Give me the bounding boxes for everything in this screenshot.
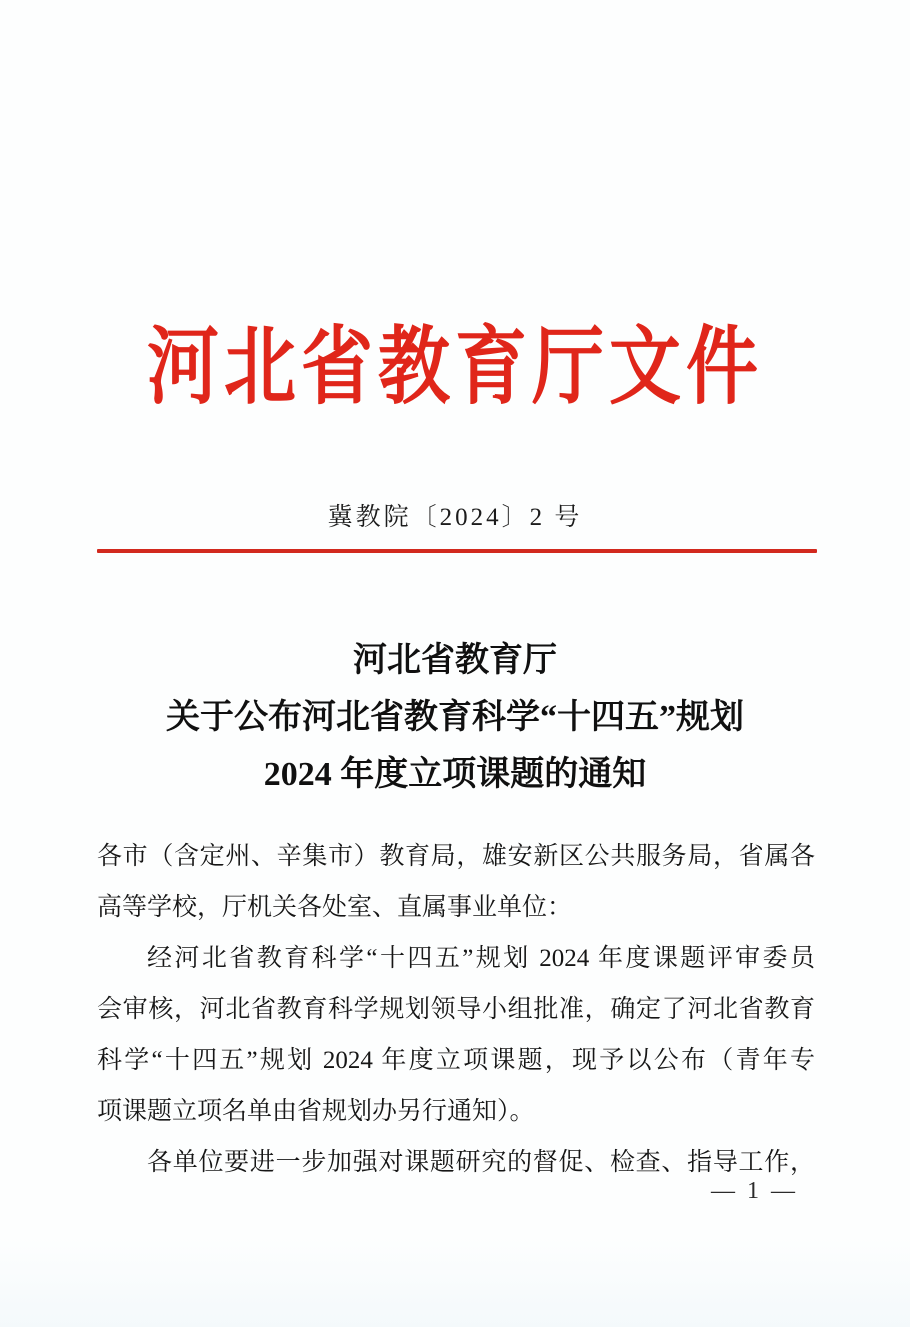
red-separator-line bbox=[97, 549, 817, 553]
body-line: 经河北省教育科学“十四五”规划 2024 年度课题评审委员 bbox=[147, 945, 815, 972]
body-text-block bbox=[97, 831, 815, 1188]
notice-title-line-1: 河北省教育厅 bbox=[353, 642, 557, 679]
page-number: — 1 — bbox=[711, 1178, 798, 1204]
body-line: 项课题立项名单由省规划办另行通知）。 bbox=[97, 1098, 535, 1125]
notice-title-line-2: 关于公布河北省教育科学“十四五”规划 bbox=[166, 699, 744, 736]
notice-title-line-3: 2024 年度立项课题的通知 bbox=[263, 756, 647, 793]
body-line: 各市（含定州、辛集市）教育局，雄安新区公共服务局，省属各 bbox=[97, 843, 815, 870]
body-line: 科学“十四五”规划 2024 年度立项课题，现予以公布（青年专 bbox=[97, 1047, 815, 1074]
notice-title-block bbox=[0, 632, 910, 803]
agency-masthead-title: 河北省教育厅文件 bbox=[146, 320, 763, 415]
document-reference-number: 冀教院〔2024〕2 号 bbox=[327, 504, 583, 531]
body-line: 高等学校，厅机关各处室、直属事业单位： bbox=[97, 894, 573, 921]
body-line: 会审核，河北省教育科学规划领导小组批准，确定了河北省教育 bbox=[97, 996, 815, 1023]
body-line: 各单位要进一步加强对课题研究的督促、检查、指导工作， bbox=[147, 1149, 815, 1176]
scan-artifact-tint bbox=[0, 1237, 910, 1327]
